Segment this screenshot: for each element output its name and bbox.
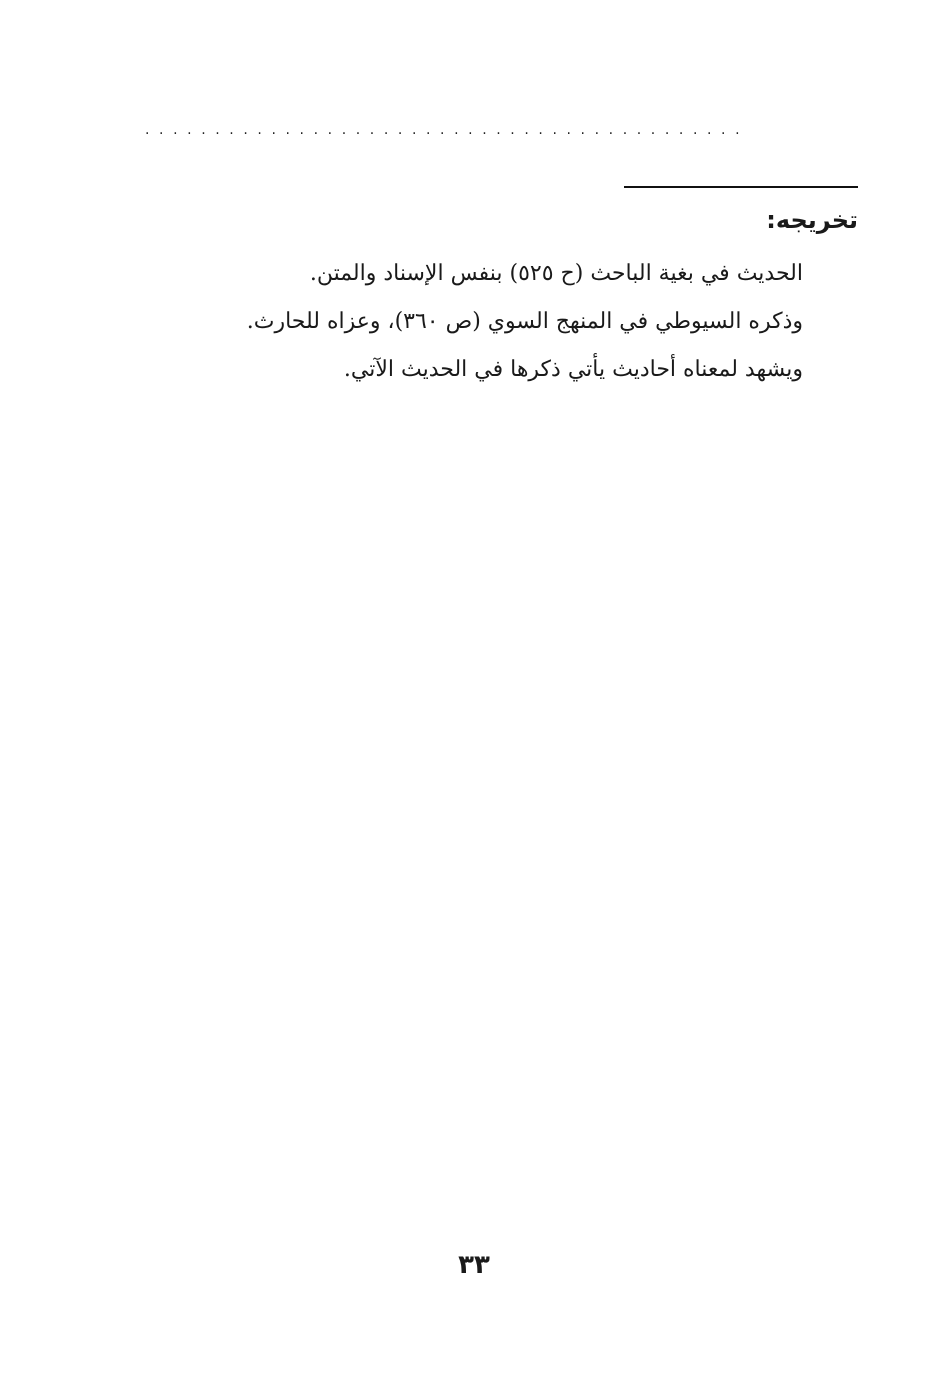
page-number: ٣٣ — [458, 1250, 490, 1280]
body-line-3: ويشهد لمعناه أحاديث يأتي ذكرها في الحديث الآتي. — [343, 357, 803, 382]
body-line-1: الحديث في بغية الباحث (ح ٥٢٥) بنفس الإسناد والمتن. — [309, 261, 803, 286]
dotted-separator: ........................................... — [145, 122, 750, 138]
heading-rule — [624, 186, 858, 188]
body-line-2: وذكره السيوطي في المنهج السوي (ص ٣٦٠)، وعزاه للحارث. — [246, 309, 803, 334]
section-heading: تخريجه: — [766, 206, 858, 234]
section-body — [247, 250, 803, 394]
